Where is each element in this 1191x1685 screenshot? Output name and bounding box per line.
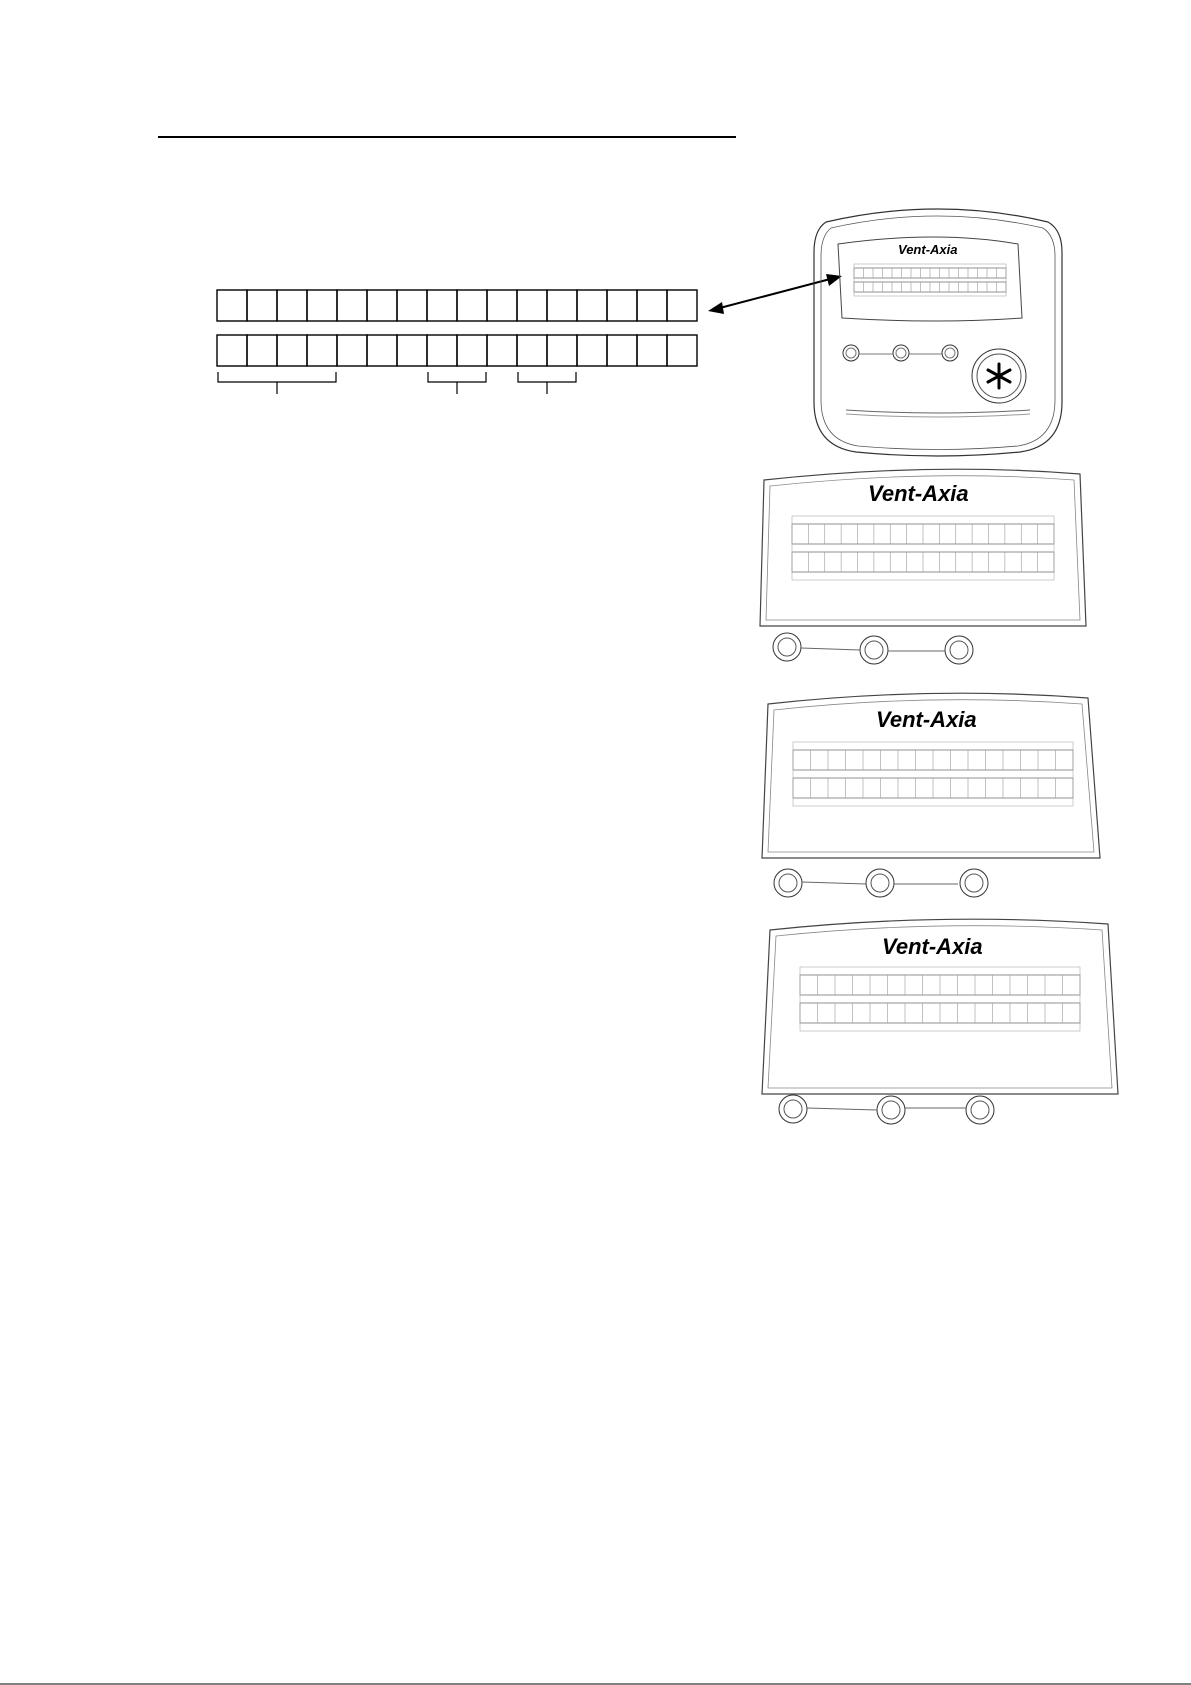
lcd-cell (247, 335, 277, 366)
lcd-cell (247, 290, 277, 321)
panel-buttons (773, 633, 973, 664)
brand-logo: Vent-Axia (876, 707, 977, 732)
lcd-cell (637, 290, 667, 321)
display-panel-2 (762, 693, 1100, 897)
full-controller (814, 209, 1062, 456)
lcd-cell (427, 290, 457, 321)
control-button-2 (893, 345, 909, 361)
display-panel-3 (762, 919, 1118, 1124)
lcd-cell (667, 335, 697, 366)
lcd-cell (397, 335, 427, 366)
panel-buttons (774, 869, 988, 897)
lcd-cell (397, 290, 427, 321)
lcd-cell (607, 290, 637, 321)
cell-bracket (218, 372, 336, 394)
lcd-cell (487, 290, 517, 321)
lcd-cell (337, 290, 367, 321)
lcd-cell (547, 335, 577, 366)
brand-logo: Vent-Axia (882, 934, 983, 959)
cell-group-brackets (218, 372, 576, 394)
lcd-cell (337, 335, 367, 366)
lcd-cell (427, 335, 457, 366)
lcd-character-grid (217, 290, 697, 366)
lcd-cell (277, 335, 307, 366)
panel-lcd-grid (800, 967, 1080, 1031)
control-button-3 (942, 345, 958, 361)
brand-logo: Vent-Axia (868, 481, 969, 506)
lcd-cell (277, 290, 307, 321)
lcd-cell (667, 290, 697, 321)
brand-logo: Vent-Axia (898, 242, 958, 257)
mini-lcd-grid (854, 264, 1006, 296)
lcd-cell (577, 290, 607, 321)
panel-lcd-grid (793, 742, 1073, 806)
panel-buttons (779, 1095, 994, 1124)
lcd-cell (457, 335, 487, 366)
control-button-1 (843, 345, 859, 361)
asterisk-icon (988, 364, 1010, 388)
lcd-cell (307, 335, 337, 366)
lcd-cell (487, 335, 517, 366)
lcd-cell (307, 290, 337, 321)
lcd-cell (517, 335, 547, 366)
double-arrow-icon (708, 274, 842, 314)
lcd-cell (577, 335, 607, 366)
lcd-cell (457, 290, 487, 321)
lcd-cell (607, 335, 637, 366)
panel-lcd-grid (792, 516, 1054, 580)
lcd-cell (547, 290, 577, 321)
cell-bracket (518, 372, 576, 394)
lcd-cell (637, 335, 667, 366)
lcd-cell (367, 335, 397, 366)
lcd-cell (217, 290, 247, 321)
lcd-cell (367, 290, 397, 321)
lcd-cell (517, 290, 547, 321)
lcd-cell (217, 335, 247, 366)
cell-bracket (428, 372, 486, 394)
display-panel-1 (760, 469, 1086, 664)
